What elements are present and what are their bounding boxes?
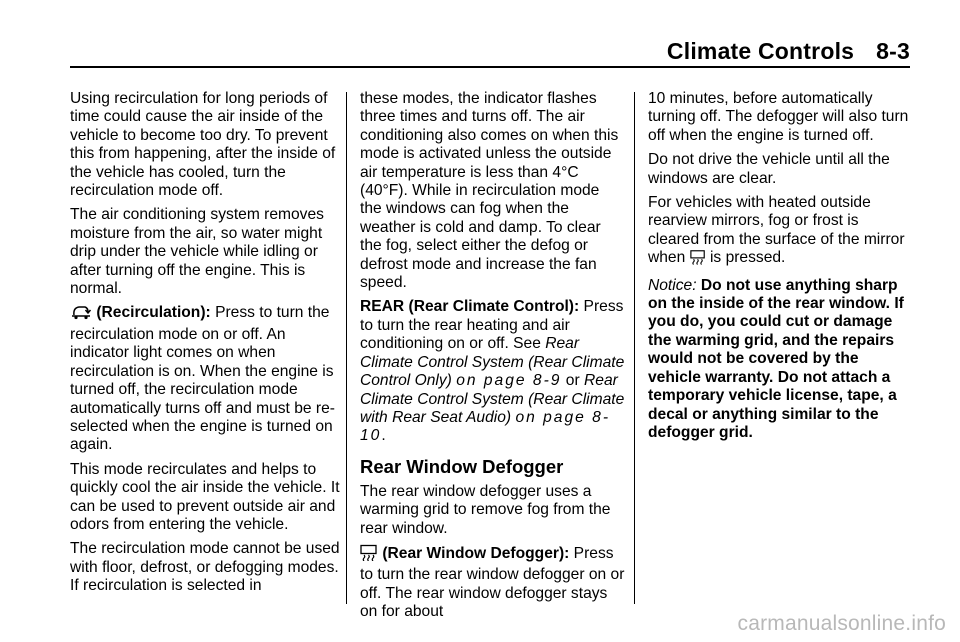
paragraph bbox=[360, 298, 625, 445]
paragraph: Do not drive the vehicle until all the windows are clear. bbox=[648, 151, 890, 187]
notice bbox=[648, 277, 913, 443]
rear-control-text: Press to turn the rear heating and air conditioning on or off. See bbox=[360, 298, 624, 353]
paragraph: This mode recirculates and helps to quickly cool the air inside the vehicle. It can be used to prevent outside air and odors from entering the vehicle. bbox=[70, 460, 340, 533]
page-header bbox=[70, 38, 910, 68]
defogger-label: (Rear Window Defogger): bbox=[382, 544, 570, 562]
sentence-end: . bbox=[381, 427, 386, 445]
rear-defogger-icon bbox=[690, 249, 706, 270]
recirculation-icon bbox=[70, 304, 92, 325]
paragraph: The air conditioning system removes moisture from the air, so water might drip under the vehicle while idling or after turning off the engine. This is normal. bbox=[70, 206, 324, 298]
column-2 bbox=[360, 90, 625, 628]
paragraph: 10 minutes, before automatically turning off. The defogger will also turn off when the engine is turned off. bbox=[648, 90, 909, 144]
paragraph: Using recirculation for long periods of time could cause the air inside of the vehicle to become too dry. To prevent this from happening, after the inside of the vehicle has cooled, turn the recirculation mode off. bbox=[70, 90, 336, 200]
section-heading: Rear Window Defogger bbox=[360, 455, 564, 477]
column-1 bbox=[70, 90, 340, 602]
section-title: Climate Controls bbox=[666, 38, 855, 64]
paragraph: these modes, the indicator flashes three times and turns off. The air conditioning also comes on when this mode is activated unless the outside air temperature is less than 4°C (40°F). While in recirculation mode the windows can fog when the weather is cold and damp. To clear the fog, select either the defog or defrost mode and increase the fan speed. bbox=[360, 90, 619, 292]
rear-defogger-icon bbox=[360, 544, 378, 566]
paragraph: The recirculation mode cannot be used with floor, defrost, or defogging modes. If recirculation is selected in bbox=[70, 540, 340, 595]
column-divider bbox=[634, 92, 635, 604]
cross-reference-link[interactable]: Rear Climate Control System (Rear Climate Control Only) bbox=[360, 335, 625, 390]
notice-text: Do not use anything sharp on the inside of the rear window. If you do, you could cut or damage the warming grid, and the repairs would not be covered by the vehicle warranty. Do not attach a temporary vehicle license, tape, a decal or anything similar to the defogger grid. bbox=[648, 276, 904, 441]
paragraph bbox=[648, 194, 913, 271]
column-3 bbox=[648, 90, 913, 448]
recirculation-label: (Recirculation): bbox=[96, 304, 211, 322]
recirculation-text: Press to turn the recirculation mode on or off. An indicator light comes on when recirculation is on. When the engine is turned off, the recirculation mode automatically turns off and must be re-selected when the engine is turned on again. bbox=[70, 304, 335, 454]
rear-control-label: REAR (Rear Climate Control): bbox=[360, 298, 580, 316]
mirror-text-end: is pressed. bbox=[709, 249, 786, 267]
page-number: 8-3 bbox=[876, 38, 910, 64]
defogger-text: Press to turn the rear window defogger on or off. The rear window defogger stays on for about bbox=[360, 544, 625, 621]
cross-reference-link[interactable]: Rear Climate Control System (Rear Climate with Rear Seat Audio) bbox=[360, 372, 625, 426]
paragraph bbox=[360, 544, 625, 622]
cross-reference-page[interactable]: on page 8-10 bbox=[360, 408, 611, 445]
notice-label: Notice: bbox=[648, 276, 697, 294]
cross-reference-page[interactable]: on page 8-9 bbox=[456, 372, 562, 390]
mirror-text: For vehicles with heated outside rearview mirrors, fog or frost is cleared from the surface of the mirror when bbox=[648, 194, 905, 267]
paragraph bbox=[70, 304, 340, 454]
paragraph: The rear window defogger uses a warming grid to remove fog from the rear window. bbox=[360, 482, 611, 537]
column-divider bbox=[346, 92, 347, 604]
conjunction: or bbox=[565, 372, 580, 390]
watermark: carmanualsonline.info bbox=[737, 612, 946, 635]
header-title bbox=[667, 38, 910, 65]
